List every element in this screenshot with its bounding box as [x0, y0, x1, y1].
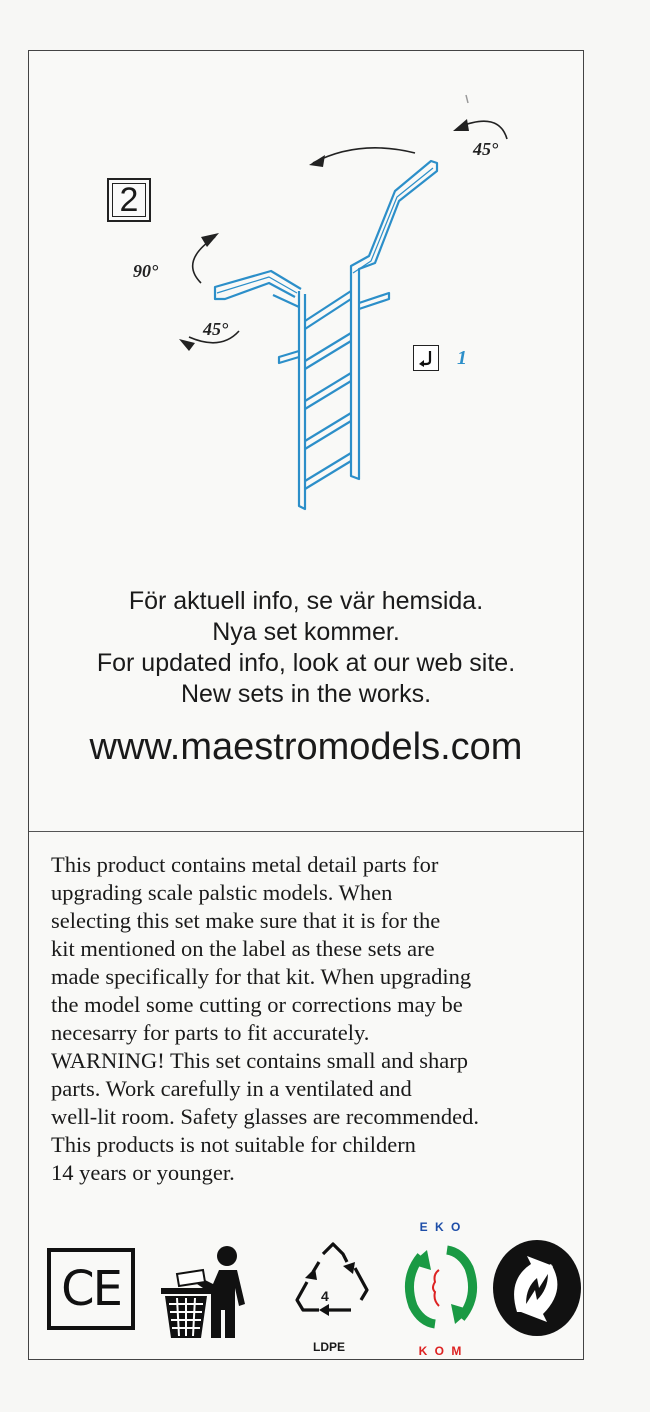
- recycle-code: 4: [321, 1288, 329, 1304]
- warning-line: the model some cutting or corrections may be: [51, 992, 463, 1017]
- warning-line: selecting this set make sure that it is for the: [51, 908, 441, 933]
- info-line: Nya set kommer.: [212, 618, 400, 646]
- bend-symbol-box: [413, 345, 439, 371]
- angle-label-top: 45°: [473, 139, 499, 159]
- recycle-ldpe-icon: [285, 1238, 381, 1338]
- assembly-diagram: [29, 51, 585, 571]
- warning-line: 14 years or younger.: [51, 1160, 235, 1185]
- warning-line: kit mentioned on the label as these sets are: [51, 936, 435, 961]
- part-reference-number: 1: [457, 347, 467, 369]
- section-divider: [29, 831, 583, 832]
- warning-line: made specifically for that kit. When upgrading: [51, 964, 472, 989]
- ladder-assembly-drawing: [29, 51, 585, 571]
- warning-line: This product contains metal detail parts for: [51, 852, 439, 877]
- angle-label-left-bottom: 45°: [203, 319, 229, 339]
- warning-line: necesarry for parts to fit accurately.: [51, 1020, 370, 1045]
- warning-line: parts. Work carefully in a ventilated and: [51, 1076, 412, 1101]
- info-line: New sets in the works.: [180, 680, 432, 708]
- warning-line: WARNING! This set contains small and sharp: [51, 1048, 469, 1073]
- compliance-symbols: [29, 1216, 583, 1356]
- tidyman-bin-icon: [155, 1244, 267, 1340]
- green-dot-icon: [491, 1238, 583, 1338]
- ekokom-icon: [401, 1244, 481, 1330]
- kom-bottom-text: K O M: [418, 1344, 464, 1358]
- angle-label-left-top: 90°: [133, 261, 159, 281]
- bend-arrow-icon: [417, 349, 435, 367]
- product-warning-text: [51, 851, 571, 1187]
- recycle-label: LDPE: [313, 1340, 346, 1354]
- instruction-sheet: [28, 50, 584, 1360]
- info-text: [29, 586, 583, 710]
- info-line: För aktuell info, se vär hemsida.: [128, 587, 484, 615]
- step-number-box: [107, 178, 151, 222]
- eko-top-text: E K O: [419, 1220, 463, 1234]
- info-line: For updated info, look at our web site.: [96, 649, 516, 677]
- ce-mark-icon: [47, 1248, 135, 1330]
- warning-line: well-lit room. Safety glasses are recommended.: [51, 1104, 479, 1129]
- warning-line: This products is not suitable for childern: [51, 1132, 416, 1157]
- ce-mark-text: CE: [61, 1261, 121, 1317]
- website-url: www.maestromodels.com: [89, 726, 523, 768]
- step-number: 2: [112, 183, 146, 217]
- warning-line: upgrading scale palstic models. When: [51, 880, 393, 905]
